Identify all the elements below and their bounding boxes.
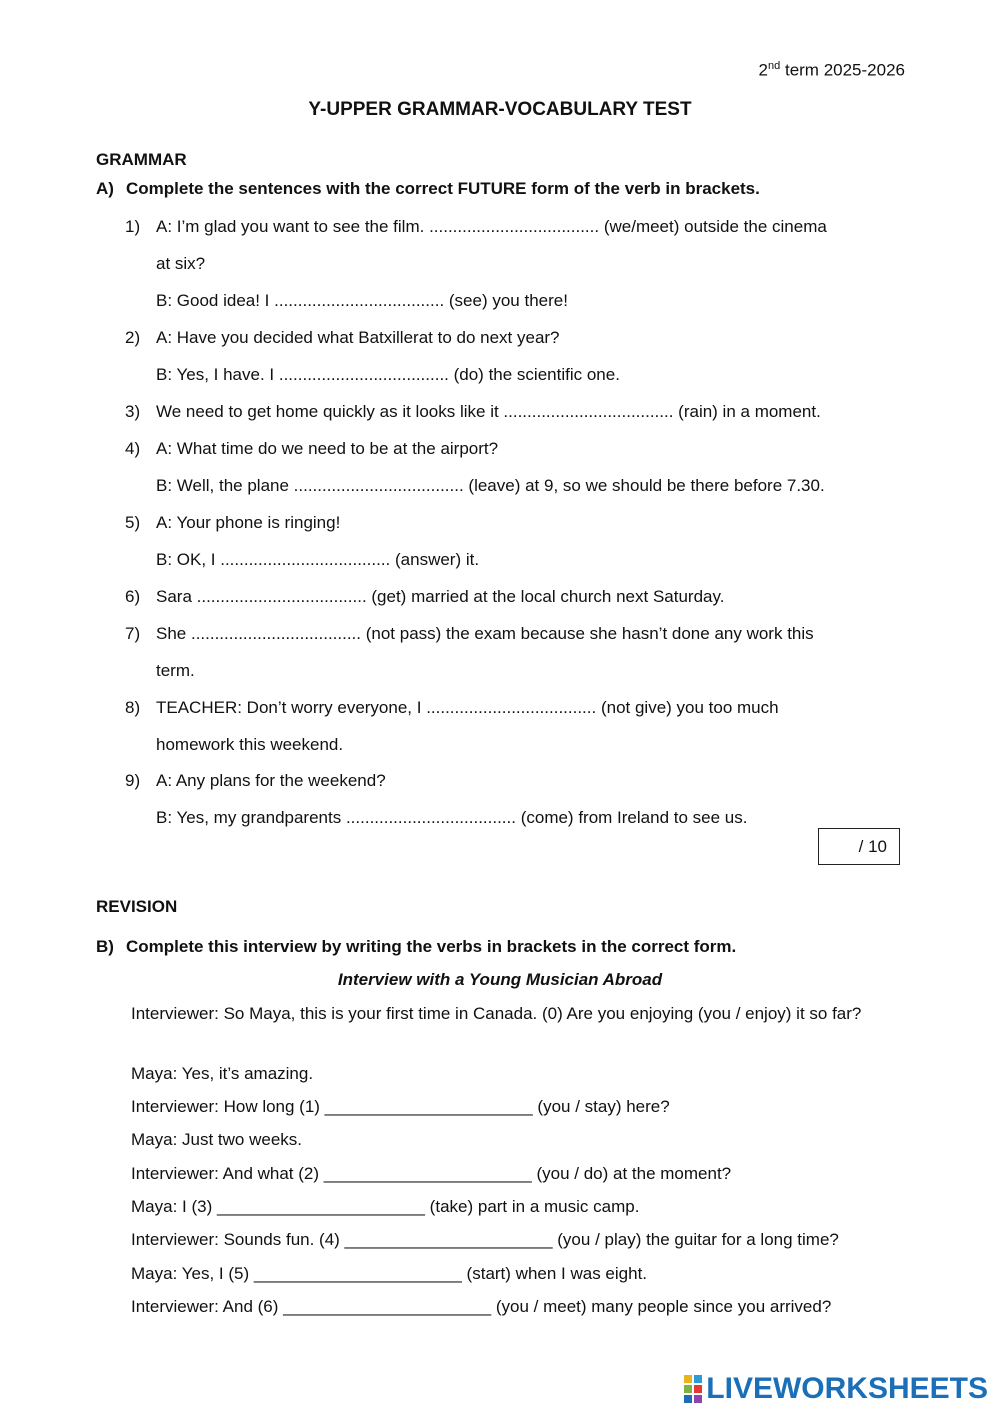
item-number: 9) xyxy=(125,771,141,790)
item-text[interactable]: We need to get home quickly as it looks like it .................................... (rain) in a moment. xyxy=(156,402,821,421)
instruction-text: Complete the sentences with the correct FUTURE form of the verb in brackets. xyxy=(126,179,760,198)
item-text[interactable]: B: Good idea! I .................................... (see) you there! xyxy=(156,291,568,310)
item-text: term. xyxy=(156,661,195,680)
term-superscript: nd xyxy=(768,60,781,72)
exercise-line xyxy=(0,290,1000,327)
interview-line[interactable]: Maya: I (3) ______________________ (take) part in a music camp. xyxy=(131,1197,640,1216)
exercise-line xyxy=(0,327,1000,364)
instruction-label: A) xyxy=(96,179,114,198)
interview-line[interactable]: Interviewer: How long (1) ______________________ (you / stay) here? xyxy=(131,1097,670,1116)
item-text[interactable]: B: Well, the plane .................................... (leave) at 9, so we should be there before 7.30. xyxy=(156,476,825,495)
exercise-line xyxy=(0,623,1000,660)
item-text[interactable]: She .................................... (not pass) the exam because she hasn’t done any work this xyxy=(156,624,814,643)
instruction-text: Complete this interview by writing the verbs in brackets in the correct form. xyxy=(126,937,737,956)
exercise-line xyxy=(0,734,1000,771)
item-number: 1) xyxy=(125,217,141,236)
grammar-instruction xyxy=(96,179,760,199)
exercise-line xyxy=(0,216,1000,253)
grammar-heading: GRAMMAR xyxy=(96,150,187,169)
interview-line: Maya: Just two weeks. xyxy=(131,1130,303,1149)
exercise-line xyxy=(0,512,1000,549)
item-text[interactable]: Sara .................................... (get) married at the local church next Saturday. xyxy=(156,587,725,606)
item-number: 3) xyxy=(125,402,141,421)
item-number: 7) xyxy=(125,624,141,643)
revision-instruction xyxy=(96,937,736,957)
item-text: A: Any plans for the weekend? xyxy=(156,771,386,790)
item-text[interactable]: TEACHER: Don’t worry everyone, I .................................... (not give) you too much xyxy=(156,698,779,717)
item-text[interactable]: A: I’m glad you want to see the film. .................................... (we/meet) outside the cinema xyxy=(156,217,827,236)
exercise-line xyxy=(0,401,1000,438)
interview-line[interactable]: Maya: Yes, I (5) ______________________ (start) when I was eight. xyxy=(131,1264,648,1283)
interview-line: Maya: Yes, it’s amazing. xyxy=(131,1064,314,1083)
item-number: 5) xyxy=(125,513,141,532)
interview-line: Interviewer: So Maya, this is your first time in Canada. (0) Are you enjoying (you / enjoy) it so far? xyxy=(131,1004,862,1023)
item-number: 2) xyxy=(125,328,141,347)
revision-heading: REVISION xyxy=(96,897,178,916)
item-number: 6) xyxy=(125,587,141,606)
score-box: / 10 xyxy=(818,828,900,865)
item-text: A: Have you decided what Batxillerat to do next year? xyxy=(156,328,560,347)
item-text: A: Your phone is ringing! xyxy=(156,513,341,532)
page-title: Y-UPPER GRAMMAR-VOCABULARY TEST xyxy=(308,99,692,120)
interview-line[interactable]: Interviewer: And (6) ______________________ (you / meet) many people since you arrived? xyxy=(131,1297,832,1316)
instruction-label: B) xyxy=(96,937,114,956)
term-number: 2 xyxy=(758,60,768,80)
item-text[interactable]: B: Yes, my grandparents .................................... (come) from Ireland to see us. xyxy=(156,808,748,827)
item-text[interactable]: B: Yes, I have. I .................................... (do) the scientific one. xyxy=(156,365,620,384)
exercise-line xyxy=(0,438,1000,475)
exercise-line xyxy=(0,475,1000,512)
exercise-line xyxy=(0,253,1000,290)
item-number: 8) xyxy=(125,698,141,717)
item-text: A: What time do we need to be at the airport? xyxy=(156,439,499,458)
liveworksheets-logo xyxy=(684,1372,988,1406)
term-label xyxy=(759,60,905,81)
exercise-line xyxy=(0,660,1000,697)
logo-text: LIVEWORKSHEETS xyxy=(706,1372,988,1405)
term-text: term 2025-2026 xyxy=(780,60,905,80)
item-text: at six? xyxy=(156,254,206,273)
logo-blocks-icon xyxy=(684,1375,702,1403)
interview-line[interactable]: Interviewer: And what (2) ______________________ (you / do) at the moment? xyxy=(131,1164,732,1183)
exercise-line xyxy=(0,549,1000,586)
item-text: homework this weekend. xyxy=(156,735,344,754)
exercise-line xyxy=(0,586,1000,623)
interview-title: Interview with a Young Musician Abroad xyxy=(337,970,663,989)
interview-line[interactable]: Interviewer: Sounds fun. (4) ______________________ (you / play) the guitar for a long time? xyxy=(131,1230,839,1249)
exercise-line xyxy=(0,770,1000,807)
exercise-line xyxy=(0,364,1000,401)
exercise-line xyxy=(0,697,1000,734)
item-number: 4) xyxy=(125,439,141,458)
item-text[interactable]: B: OK, I .................................... (answer) it. xyxy=(156,550,480,569)
